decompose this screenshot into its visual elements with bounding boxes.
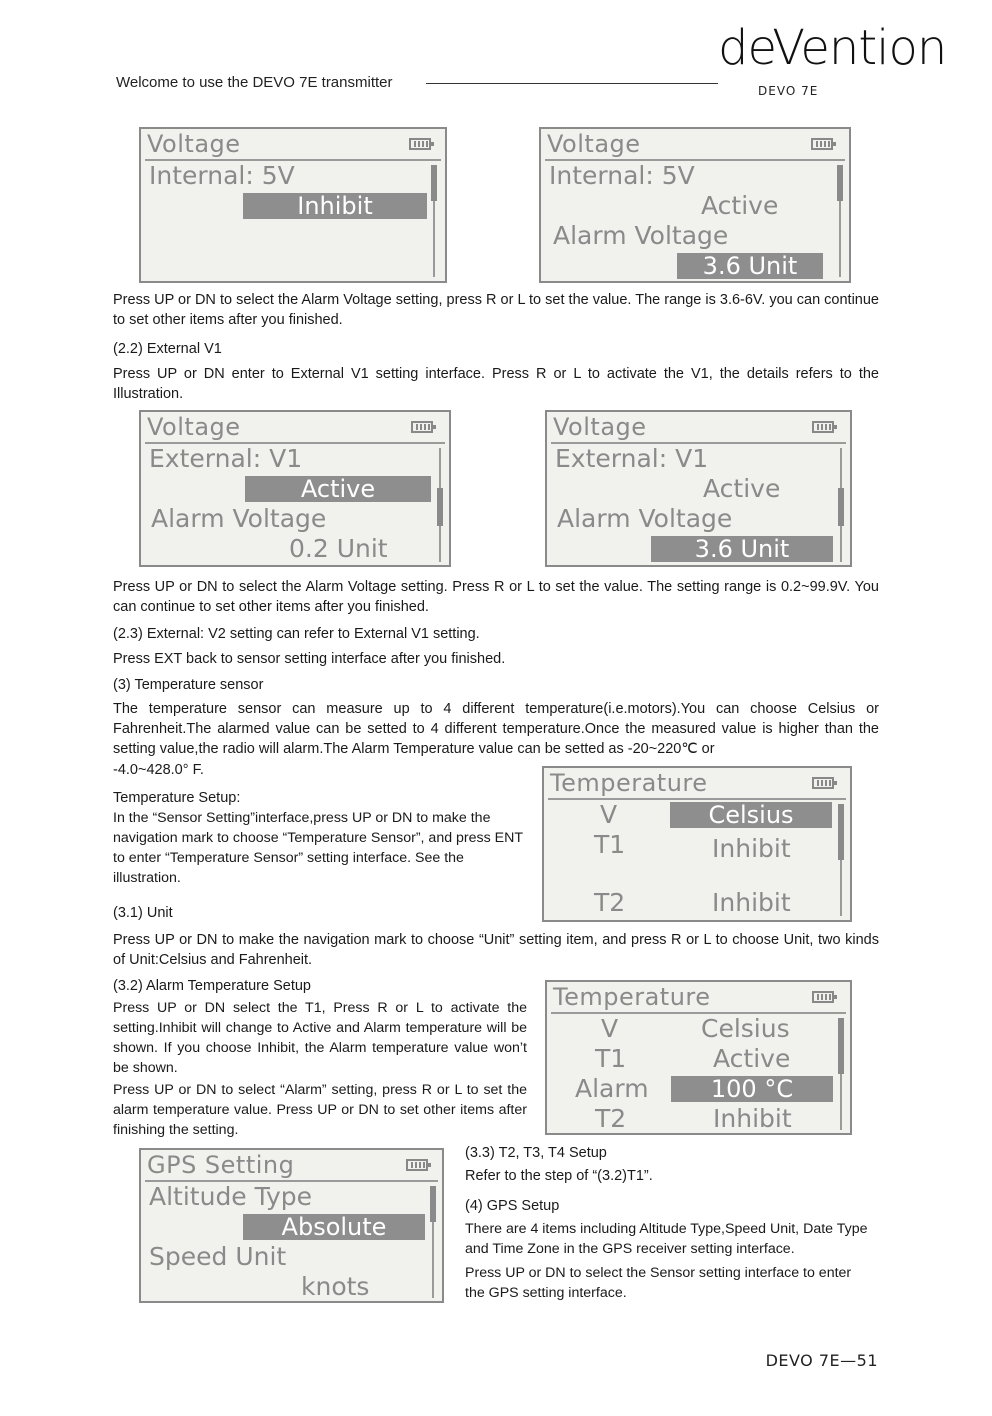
- paragraph: Press UP or DN enter to External V1 setting interface. Press R or L to activate the V1, the details refers to the Illustration.: [113, 366, 879, 402]
- header-rule: [426, 83, 718, 84]
- lcd-selected-value: 3.6 Unit: [651, 536, 833, 562]
- paragraph: Press UP or DN to make the navigation mark to choose “Unit” setting item, and press R or L to choose Unit, two kinds of Unit:Celsius and Fahrenheit.: [113, 932, 879, 968]
- section-heading: Temperature Setup:: [113, 790, 241, 806]
- lcd-screen-voltage-internal-active: [539, 127, 851, 283]
- battery-icon: [812, 421, 834, 433]
- paragraph: Press UP or DN select the T1, Press R or L to activate the setting.Inhibit will change to Active and Alarm temperature will be shown. If you choose Inhibit, the Alarm temperature value won’t be shown.: [113, 1000, 527, 1076]
- brand-logo: deVention: [718, 20, 947, 76]
- paragraph: Refer to the step of “(3.2)T1”.: [465, 1168, 653, 1184]
- lcd-line: Altitude Type: [149, 1182, 313, 1211]
- lcd-title: Voltage: [147, 413, 241, 441]
- section-heading: (3.2) Alarm Temperature Setup: [113, 978, 311, 994]
- brand-model: DEVO 7E: [758, 84, 819, 98]
- paragraph: In the “Sensor Setting”interface,press UP or DN to make the navigation mark to choose “Temperature Sensor”, and press ENT to enter “Temperature Sensor” setting interface. See the illustration.: [113, 810, 523, 886]
- lcd-line: Active: [703, 474, 781, 503]
- paragraph: Press EXT back to sensor setting interface after you finished.: [113, 651, 506, 667]
- paragraph: (2.3) External: V2 setting can refer to External V1 setting.: [113, 626, 480, 642]
- paragraph: Press UP or DN to select the Sensor setting interface to enter the GPS setting interface.: [465, 1265, 852, 1301]
- lcd-screen-voltage-external-active: [139, 410, 451, 567]
- section-heading: (3.3) T2, T3, T4 Setup: [465, 1145, 607, 1161]
- lcd-selected-value: 3.6 Unit: [677, 253, 823, 279]
- lcd-value: Active: [713, 1044, 791, 1073]
- scrollbar-thumb: [838, 1018, 844, 1074]
- lcd-label: V: [600, 800, 618, 829]
- paragraph: Press UP or DN to select the Alarm Voltage setting, press R or L to set the value. The range is 3.6-6V. you can continue to set other items after you finished.: [113, 292, 879, 328]
- lcd-label: T1: [595, 1044, 627, 1073]
- lcd-line: knots: [301, 1272, 370, 1301]
- lcd-title: Temperature: [553, 983, 711, 1011]
- paragraph: There are 4 items including Altitude Type,Speed Unit, Date Type and Time Zone in the GPS receiver setting interface.: [465, 1221, 868, 1257]
- lcd-label: T1: [594, 830, 626, 859]
- lcd-line: Speed Unit: [149, 1242, 287, 1271]
- lcd-line: External: V1: [149, 444, 303, 473]
- lcd-title: GPS Setting: [147, 1151, 295, 1179]
- section-heading: (4) GPS Setup: [465, 1198, 560, 1214]
- header-title: Welcome to use the DEVO 7E transmitter: [116, 74, 393, 91]
- lcd-line: External: V1: [555, 444, 709, 473]
- lcd-screen-voltage-external-alarm: [545, 410, 852, 567]
- lcd-divider: [551, 1012, 846, 1014]
- lcd-screen-voltage-internal-inhibit: [139, 127, 447, 283]
- battery-icon: [812, 991, 834, 1003]
- lcd-label: T2: [595, 1104, 627, 1133]
- scrollbar-thumb: [838, 804, 844, 860]
- battery-icon: [812, 777, 834, 789]
- lcd-title: Temperature: [550, 769, 708, 797]
- lcd-selected-value: Absolute: [243, 1214, 425, 1240]
- lcd-line: Alarm Voltage: [553, 221, 729, 250]
- paragraph: Press UP or DN to select “Alarm” setting, press R or L to set the alarm temperature value. Press UP or DN to set other items after finishing the setting.: [113, 1082, 527, 1138]
- scrollbar-thumb: [437, 488, 443, 526]
- lcd-title: Voltage: [547, 130, 641, 158]
- section-heading: (3.1) Unit: [113, 905, 173, 921]
- lcd-value: Celsius: [701, 1014, 790, 1043]
- lcd-line: Internal: 5V: [549, 161, 695, 190]
- lcd-line: Alarm Voltage: [557, 504, 733, 533]
- lcd-value: Inhibit: [712, 888, 791, 917]
- scrollbar-thumb: [430, 1186, 436, 1222]
- lcd-label: Alarm: [575, 1074, 649, 1103]
- lcd-screen-temperature-alarm: [545, 980, 852, 1135]
- scrollbar-thumb: [838, 488, 844, 526]
- lcd-divider: [548, 798, 846, 800]
- lcd-selected-value: Active: [245, 476, 431, 502]
- lcd-title: Voltage: [147, 130, 241, 158]
- scrollbar-thumb: [431, 165, 437, 201]
- section-heading: (3) Temperature sensor: [113, 677, 264, 693]
- lcd-label: V: [601, 1014, 619, 1043]
- lcd-value: Inhibit: [712, 834, 791, 863]
- battery-icon: [409, 138, 431, 150]
- scrollbar-thumb: [837, 165, 843, 201]
- battery-icon: [406, 1159, 428, 1171]
- lcd-title: Voltage: [553, 413, 647, 441]
- lcd-line: Alarm Voltage: [151, 504, 327, 533]
- lcd-line: Active: [701, 191, 779, 220]
- lcd-screen-gps-setting: [139, 1148, 444, 1303]
- lcd-value: Inhibit: [713, 1104, 792, 1133]
- lcd-line: 0.2 Unit: [289, 534, 388, 563]
- lcd-label: T2: [594, 888, 626, 917]
- lcd-screen-temperature-unit: [542, 766, 852, 922]
- battery-icon: [411, 421, 433, 433]
- paragraph: The temperature sensor can measure up to 4 different temperature(i.e.motors).You can choose Celsius or Fahrenheit.The alarmed value can be setted to 4 different temperature.Once the measured value is higher than the setting value,the radio will alarm.The Alarm Temperature value can be setted as -20~220℃ or: [113, 701, 879, 757]
- section-heading: (2.2) External V1: [113, 341, 222, 357]
- page-number: DEVO 7E—51: [765, 1351, 878, 1370]
- paragraph: Press UP or DN to select the Alarm Voltage setting. Press R or L to set the value. The setting range is 0.2~99.9V. You can continue to set other items after you finished.: [113, 579, 879, 615]
- lcd-line: Internal: 5V: [149, 161, 295, 190]
- lcd-selected-value: Celsius: [670, 802, 832, 828]
- lcd-selected-value: 100 °C: [671, 1076, 833, 1102]
- battery-icon: [811, 138, 833, 150]
- paragraph: -4.0~428.0° F.: [113, 762, 204, 778]
- lcd-selected-value: Inhibit: [243, 193, 427, 219]
